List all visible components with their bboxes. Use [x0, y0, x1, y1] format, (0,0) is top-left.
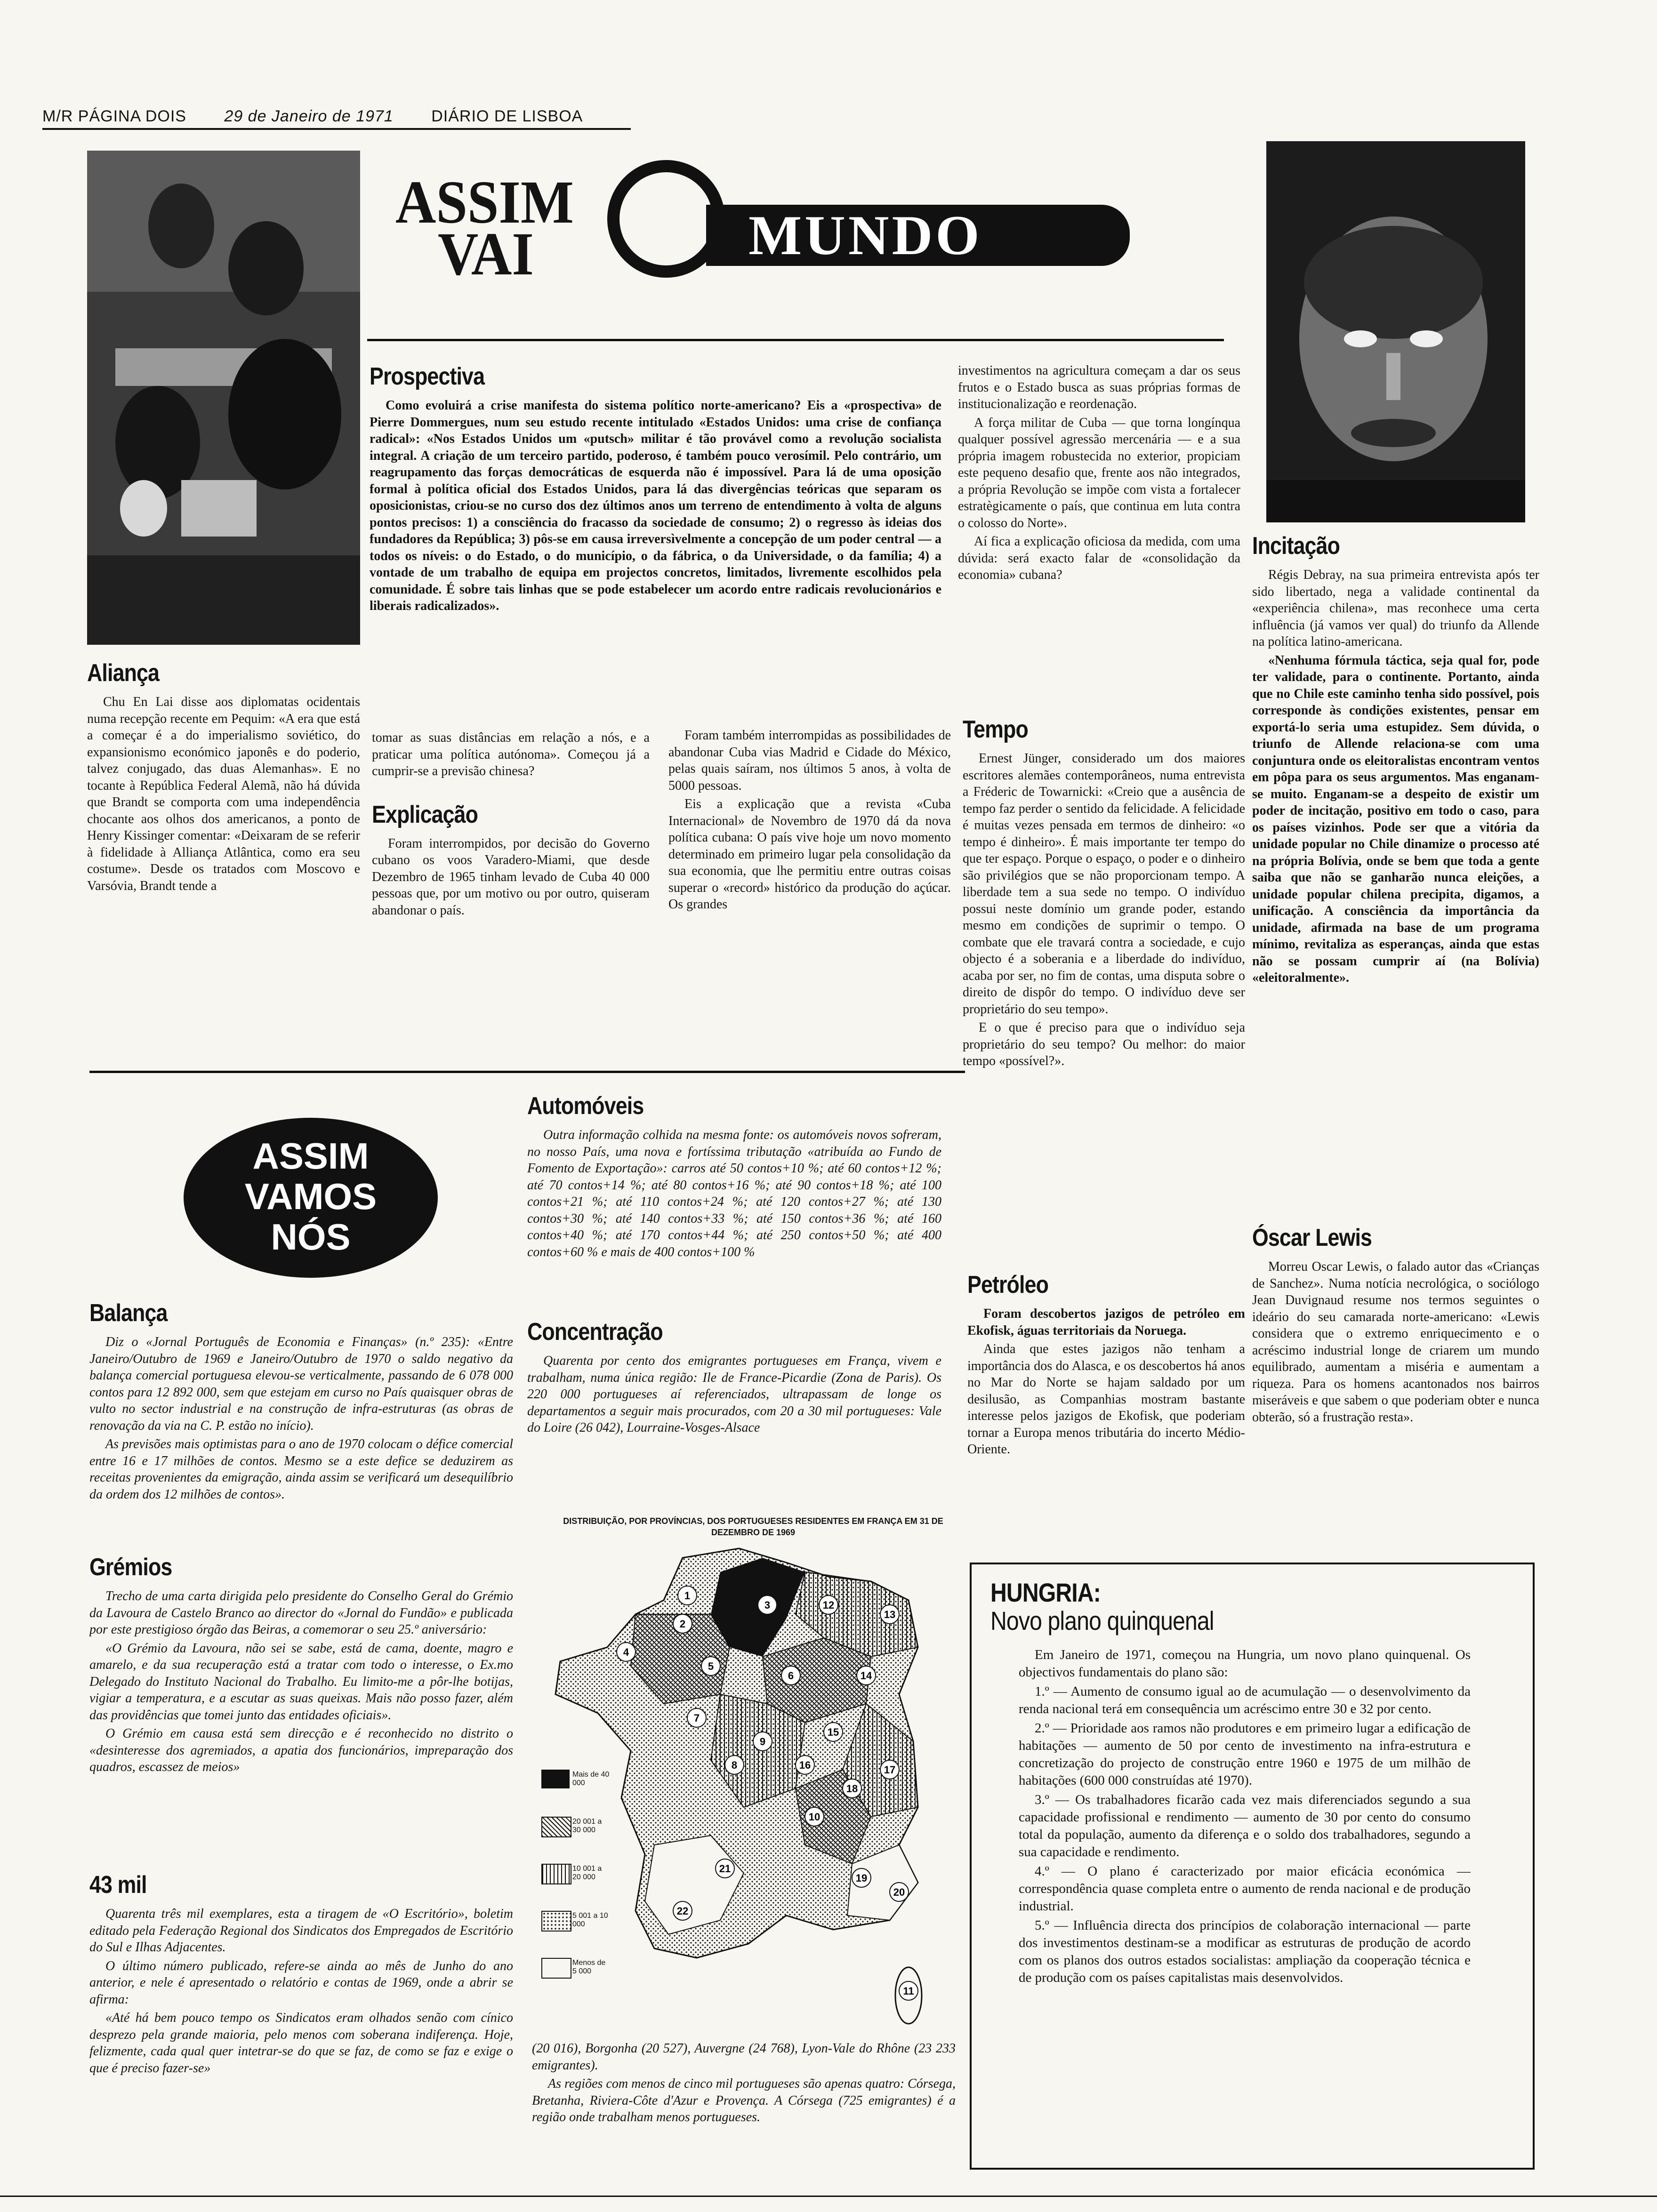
svg-text:8: 8 — [731, 1759, 738, 1771]
newspaper-name: DIÁRIO DE LISBOA — [431, 107, 583, 125]
explicacao-col3-text: investimentos na agricultura começam a dar os seus frutos e o Estado busca as suas próprias formas de institucionalização e reordenação. — [958, 363, 1240, 411]
legend-swatch-vertical — [541, 1864, 571, 1884]
banner-rule — [367, 339, 1224, 341]
svg-text:22: 22 — [676, 1905, 689, 1917]
badge-assim-vamos-nos — [184, 1118, 438, 1278]
section-title-alianca: Aliança — [87, 659, 160, 687]
explicacao-text: Foram interrompidos, por decisão do Governo cubano os voos Varadero-Miami, que desde Dezembro de 1965 tinham levado de Cuba 40 000 pessoas que, por um motivo ou por outro, quiseram abandonar o país. — [372, 836, 650, 918]
hungria-item-5: 5.º — Influência directa dos princípios de colaboração internacional — parte dos investimentos destinam-se a modificar as estruturas de produção de acordo com os planos dos outros estados socialistas: ampliação da cooperação técnica e de produção com os países capitalistas mais desenvolvidos. — [1019, 1918, 1471, 1985]
balanca-body — [89, 1334, 513, 1505]
section-title-incitacao: Incitação — [1252, 532, 1340, 560]
hungria-item-3: 3.º — Os trabalhadores ficarão cada vez mais diferenciados segundo a sua capacidade profissional e rendimento — aumento de 30 por cento do consumo total da população, aumento da diferença e o soldo dos trabalhadores, segundo a sua capacidade e rendimento. — [1019, 1792, 1471, 1859]
explicacao-col2-text: Foram também interrompidas as possibilidades de abandonar Cuba vias Madrid e Cidade do México, pelas quais saíram, nos últimos 5 anos, à volta de 5000 pessoas. — [668, 728, 951, 793]
article-prospectiva — [370, 362, 941, 711]
badge-line-assim: ASSIM — [252, 1135, 369, 1177]
hungria-item-4: 4.º — O plano é caracterizado por maior eficácia económica — correspondência quase completa entre o aumento de renda nacional e de produção industrial. — [1019, 1864, 1471, 1914]
hungria-item-2: 2.º — Prioridade aos ramos não produtores e em primeiro lugar a edificação de habitações — aumento de 50 por cento de investimento na infra-estrutura e concretização do projecto de construção entre 1960 e 1975 de um milhão de habitações (600 000 construídas até 1970). — [1019, 1721, 1471, 1788]
svg-text:16: 16 — [799, 1759, 811, 1771]
header-rule — [42, 128, 631, 130]
svg-text:17: 17 — [884, 1764, 896, 1776]
alianca-text: Chu En Lai disse aos diplomatas ocidentais numa recepção recente em Pequim: «A era que está a começar é a do imperialismo soviético, do expansionismo económico japonês e do poderio, talvez conjugado, das duas Alemanhas». E no tocante à República Federal Alemã, não há dúvida que Brandt se comporta com uma independência chocante aos olhos dos americanos, a ponto de Henry Kissinger comentar: «Deixaram de se referir à fidelidade à Alliança Atlântica, como era seu costume». Desde os tratados com Moscovo e Varsóvia, Brandt tende a — [87, 695, 360, 893]
mil43-body — [89, 1906, 513, 2078]
svg-text:19: 19 — [855, 1872, 868, 1884]
section-title-automoveis: Automóveis — [527, 1092, 644, 1120]
svg-text:20: 20 — [893, 1886, 905, 1898]
mil43-text2: O último número publicado, refere-se ainda ao mês de Junho do ano anterior, e nele é apresentado o relatório e contas de 1969, onde a abrir se afirma: — [89, 1958, 513, 2007]
section-title-43-mil: 43 mil — [89, 1871, 147, 1899]
section-title-concentracao: Concentração — [527, 1318, 663, 1346]
gremios-text: Trecho de uma carta dirigida pelo presidente do Conselho Geral do Grémio da Lavoura de Castelo Branco ao director do «Jornal do Fundão» e publicada por este prestigioso órgão das Beiras, a comemorar o seu 25.º aniversário: — [89, 1589, 513, 1637]
legend-swatch-cross — [541, 1817, 571, 1837]
svg-text:4: 4 — [623, 1646, 629, 1658]
incitacao-quote: «Nenhuma fórmula táctica, seja qual for, pode ter validade, para o continente. Portanto, ainda que no Chile este caminho tenha sido possível, pois corresponde às condições existentes, pensar em exportá-lo seria uma estupidez. Sem dúvida, o triunfo de Allende relaciona-se com uma conjuntura onde os eleitoralistas encontram ventos em pôpa para os seus argumentos. Mas enganam-se muito. Enganam-se a despeito de existir um poder de incitação, positivo em todo o caso, para os países vizinhos. Pode ser que a vitória da unidade popular no Chile dinamize o processo até na própria Bolívia, onde se bem que toda a gente saiba que não se ganharão nunca eleições, a unidade popular chilena precipita, digamos, a unificação. A consciência da importância da unidade, afirmada na base de um programa mínimo, revitaliza as esperanças, ainda que estas não se possam cumprir aí (na Bolívia) «eleitoralmente». — [1252, 653, 1539, 985]
svg-text:13: 13 — [884, 1609, 896, 1620]
issue-date: 29 de Janeiro de 1971 — [224, 107, 394, 125]
alianca-body — [87, 694, 360, 896]
article-balanca — [89, 1299, 513, 1553]
balanca-text: Diz o «Jornal Português de Economia e Finanças» (n.º 235): «Entre Janeiro/Outubro de 1969 e Janeiro/Outubro de 1970 o saldo negativo da balança comercial portuguesa elevou-se verticalmente, passando de 6 078 000 contos para 12 892 000, sem que estejam em curso no País quaisquer obras de vulto no sector industrial e na construção de infra-estruturas (as obras de renovação da via na C. P. estão no início). — [89, 1335, 513, 1433]
mil43-text: Quarenta três mil exemplares, esta a tiragem de «O Escritório», boletim editado pela Federação Regional dos Sindicatos dos Empregados de Escritório do Sul e Ilhas Adjacentes. — [89, 1907, 513, 1955]
prospectiva-text: Como evoluirá a crise manifesta do sistema político norte-americano? Eis a «prospectiva» de Pierre Dommergues, num seu estudo recente intitulado «Estados Unidos: uma crise de confiança radical»: «Nos Estados Unidos um «putsch» militar é tão provável como a revolução socialista integral. A criação de um terceiro partido, poderoso, é também pouco verosímil. Pelo contrário, um reagrupamento das forças democráticas de esquerda não é impossível. Para lá de uma oposição formal à política oficial dos Estados Unidos, para lá das divergências teóricas que separam os oposicionistas, criou-se no curso dos dez últimos anos um terreno de entendimento à volta de alguns pontos precisos: 1) a consciência do fracasso da sociedade de consumo; 2) o regresso às ideias dos fundadores da República; 3) pôs-se em causa irreversìvelmente a concepção de um poder central — a todos os níveis: o do Estado, o do município, o da fábrica, o da Universidade, o da família; 4) a vontade de um trabalho de equipa em projectos concretos, limitados, livremente escolhidos pela comunidade. É sobre tais linhas que se pode estabelecer um acordo entre radicais revolucionários e liberais radicalizados». — [370, 398, 941, 613]
article-concentracao — [527, 1318, 941, 1534]
explicacao-body — [372, 835, 650, 921]
oscar-text: Morreu Oscar Lewis, o falado autor das «Crianças de Sanchez». Numa notícia necrológica, o sociólogo Jean Duvignaud resume nos termos seguintes o ideário do seu camarada norte-americano: «Lewis considera que o extremo enriquecimento e o acréscimo industrial longe de criarem um mundo equilibrado, aumentam a miséria e aumentam a riqueza. Para os homens acantonados nos bairros miseráveis e que sabem o que poderiam obter e nunca obterão, só a frustração resta». — [1252, 1259, 1539, 1425]
photo-left — [87, 151, 360, 645]
photo-right-debray — [1266, 141, 1525, 522]
map-caption: DISTRIBUIÇÃO, POR PROVÍNCIAS, DOS PORTUGUESES RESIDENTES EM FRANÇA EM 31 DE DEZEMBRO DE 1969 — [563, 1516, 943, 1537]
hungria-title: HUNGRIA: — [990, 1578, 1101, 1607]
hungria-item-1: 1.º — Aumento de consumo igual ao de acumulação — o desenvolvimento da renda nacional terá em consequência um acréscimo entre 30 e 32 por cento. — [1019, 1684, 1471, 1716]
explicacao-col2b-text: Eis a explicação que a revista «Cuba Internacional» de Novembro de 1970 dá da nova política cubana: O país vive hoje um novo momento determinado em primeiro lugar pela consolidação da sua economia, que lhe permitiu entre outras coisas superar o «record» histórico da produção do açúcar. Os grandes — [668, 797, 951, 912]
map-portugueses-franca — [541, 1515, 965, 2043]
concentracao-continuation — [532, 2040, 956, 2181]
legend-swatch-dots — [541, 1911, 571, 1931]
petroleo-text: Foram descobertos jazigos de petróleo em Ekofisk, águas territoriais da Noruega. — [967, 1306, 1245, 1338]
banner-line-vai: VAI — [438, 220, 534, 288]
banner-line-assim: ASSIM — [395, 168, 574, 236]
article-alianca — [87, 659, 360, 1082]
section-title-balanca: Balança — [89, 1299, 168, 1327]
alianca-continuation — [372, 729, 650, 782]
mid-section-rule — [89, 1071, 965, 1073]
petroleo-text2: Ainda que estes jazigos não tenham a importância dos do Alasca, e os descobertos há anos no Mar do Norte se hajam saldado por um desilusão, as Companhias mostram bastante interesse pelos jazigos de Ekofisk, que poderiam tornar a Europa menos tributária do incerto Médio-Oriente. — [967, 1342, 1245, 1457]
concentracao-text3: As regiões com menos de cinco mil portugueses são apenas quatro: Córsega, Bretanha, Riviera-Côte d'Azur e Provença. A Córsega (725 emigrantes) é a região onde trabalham menos portugueses. — [532, 2076, 956, 2124]
page-header — [42, 107, 635, 128]
article-automoveis — [527, 1092, 941, 1304]
legend-swatch-solid — [541, 1770, 570, 1788]
oscar-body — [1252, 1258, 1539, 1427]
section-title-gremios: Grémios — [89, 1554, 172, 1581]
article-43-mil — [89, 1871, 513, 2181]
svg-text:15: 15 — [827, 1726, 839, 1738]
legend-label-4: 5 001 a 10 000 — [572, 1912, 608, 1928]
section-title-oscar-lewis: Óscar Lewis — [1252, 1224, 1372, 1251]
alianca-cont-text: tomar as suas distâncias em relação a nós, e a praticar uma política autónoma». Começou já a cumprir-se a previsão chinesa? — [372, 730, 650, 778]
map-legend — [541, 1770, 612, 1996]
svg-text:3: 3 — [764, 1599, 771, 1611]
svg-text:1: 1 — [684, 1590, 691, 1602]
explicacao-col3b-text: A força militar de Cuba — que torna longínqua qualquer possível agressão mercenária — e a sua própria imagem robustecida no exterior, propiciam este pequeno desafio que, frente aos não integrados, a própria Revolução se impõe com vista a fortalecer estratègicamente o país, que continua em luta contra o colosso do Norte». — [958, 415, 1240, 530]
svg-text:14: 14 — [860, 1670, 872, 1682]
banner-word-mundo: MUNDO — [748, 204, 982, 266]
svg-text:12: 12 — [822, 1599, 835, 1611]
gremios-text3: O Grémio em causa está sem direcção e é reconhecido no distrito o «desinteresse dos agremiados, a apatia dos funcionários, impreparação dos quadros, escassez de meios» — [89, 1726, 513, 1774]
banner-assim-vai-o-mundo — [381, 155, 1229, 306]
article-petroleo — [967, 1271, 1245, 1534]
page-label: M/R PÁGINA DOIS — [42, 107, 186, 125]
petroleo-body — [967, 1306, 1245, 1460]
svg-text:5: 5 — [708, 1660, 714, 1672]
svg-text:10: 10 — [808, 1811, 820, 1823]
section-title-prospectiva: Prospectiva — [370, 363, 485, 390]
incitacao-text: Régis Debray, na sua primeira entrevista após ter sido libertado, nega a validade continental da «experiência chilena», mas reconhece uma certa influência (já vamos ver qual) do triunfo da Allende na política latino-americana. — [1252, 568, 1539, 649]
tempo-text2: E o que é preciso para que o indivíduo seja proprietário do seu tempo? Ou melhor: do maior tempo «possível?». — [963, 1020, 1245, 1068]
explicacao-col3c-text: Aí fica a explicação oficiosa da medida, com uma dúvida: será exacto falar de «consolidação da economia» cubana? — [958, 534, 1240, 582]
section-title-explicacao: Explicação — [372, 801, 478, 828]
box-hungria — [970, 1563, 1535, 2170]
svg-text:11: 11 — [903, 1985, 914, 1997]
hungria-subtitle: Novo plano quinquenal — [990, 1606, 1214, 1635]
legend-label-3: 10 001 a 20 000 — [572, 1865, 602, 1881]
incitacao-body — [1252, 567, 1539, 988]
svg-text:9: 9 — [759, 1736, 766, 1747]
svg-text:2: 2 — [679, 1618, 686, 1630]
article-tempo — [963, 715, 1245, 1280]
hungria-intro: Em Janeiro de 1971, começou na Hungria, um novo plano quinquenal. Os objectivos fundamentais do plano são: — [1019, 1647, 1471, 1680]
concentracao-text: Quarenta por cento dos emigrantes portugueses em França, vivem e trabalham, numa única região: Ile de France-Picardie (Zona de Paris). Os 220 000 portugueses aí referenciados, ultrapassam de longe os departamentos a seguir mais procurados, com 20 a 30 mil portugueses: Vale do Loire (26 042), Lourraine-Vosges-Alsace — [527, 1354, 941, 1435]
article-gremios — [89, 1553, 513, 1873]
balanca-text2: As previsões mais optimistas para o ano de 1970 colocam o défice comercial entre 16 e 17 milhões de contos. Mesmo se a este defice se deduzirem as receitas provenientes da emigração, ainda assim se verificará um desequilíbrio da ordem dos 12 milhões de contos». — [89, 1437, 513, 1502]
tempo-text: Ernest Jünger, considerado um dos maiores escritores alemães contemporâneos, numa entrevista a Fréderic de Towarnicki: «Creio que a ausência de tempo faz perder o sentido da felicidade. A felicidade é muitas vezes pensada em termos de dinheiro: «o tempo é dinheiro». É mais importante ter tempo do que ter espaço. Porque o espaço, o poder e o dinheiro são privilégios que se não proporcionam tempo. A liberdade tem a sua sede no tempo. O indivíduo possui neste domínio um grande poder, estando mesmo em condições de suprimir o tempo. O combate que ele travará contra a sociedade, e cujo objecto é a soberania e a liberdade do indivíduo, acaba por ser, no fim de contas, uma disputa sobre o direito de dispôr do tempo. O indivíduo deve ser proprietário do seu tempo». — [963, 751, 1245, 1017]
gremios-text2: «O Grémio da Lavoura, não sei se sabe, está de cama, doente, magro e amarelo, e da sua recuperação está a tratar com todo o interesse, o Ex.mo Delegado do Instituto Nacional do Trabalho. Eu limito-me a pôr-lhe botijas, vigiar a temperatura, e a escutar as suas queixas. Mais não posso fazer, além das providências que tomei junto das entidades oficiais». — [89, 1641, 513, 1723]
section-title-petroleo: Petróleo — [967, 1271, 1049, 1298]
prospectiva-body — [370, 397, 941, 617]
legend-label-2: 20 001 a 30 000 — [572, 1818, 602, 1834]
badge-line-nos: NÓS — [271, 1216, 351, 1258]
article-explicacao-col3 — [958, 362, 1240, 734]
article-explicacao-col1 — [372, 729, 650, 1082]
concentracao-body — [527, 1353, 941, 1438]
automoveis-text: Outra informação colhida na mesma fonte: os automóveis novos sofreram, no nosso País, uma nova e fortíssima tributação «atribuída ao Fundo de Fomento de Exportação»: carros até 50 contos+10 %; até 60 contos+12 %; até 70 contos+14 %; até 80 contos+16 %; até 90 contos+18 %; até 100 contos+21 %; até 110 contos+24 %; até 120 contos+27 %; até 130 contos+30 %; até 140 contos+33 %; até 150 contos+36 %; até 160 contos+40 %; até 170 contos+44 %; até 250 contos+50 %; até 400 contos+60 % e mais de 400 contos+100 % — [527, 1128, 941, 1259]
bottom-rule — [0, 2196, 1657, 2197]
badge-line-vamos: VAMOS — [244, 1176, 377, 1217]
automoveis-body — [527, 1127, 941, 1262]
hungria-body — [1019, 1646, 1471, 1988]
legend-label-5: Menos de 5 000 — [572, 1959, 606, 1975]
gremios-body — [89, 1588, 513, 1778]
svg-text:6: 6 — [788, 1670, 794, 1682]
article-incitacao — [1252, 532, 1539, 1228]
svg-text:18: 18 — [846, 1783, 858, 1795]
tempo-body — [963, 750, 1245, 1072]
svg-text:7: 7 — [693, 1712, 700, 1724]
article-oscar-lewis — [1252, 1224, 1539, 1563]
article-explicacao-col2 — [668, 727, 951, 1082]
concentracao-text2: (20 016), Borgonha (20 527), Auvergne (24 768), Lyon-Vale do Rhône (23 233 emigrantes). — [532, 2041, 956, 2073]
section-title-tempo: Tempo — [963, 716, 1028, 743]
mil43-text3: «Até há bem pouco tempo os Sindicatos eram olhados senão com cínico desprezo pela grande maioria, pelo menos com soberana indiferença. Hoje, felizmente, cada qual quer intetrar-se do que se faz, de como se faz e exige o que é preciso fazer-se» — [89, 2011, 513, 2076]
svg-text:21: 21 — [719, 1863, 731, 1875]
legend-swatch-blank — [541, 1958, 571, 1979]
legend-label-1: Mais de 40 000 — [572, 1771, 610, 1787]
